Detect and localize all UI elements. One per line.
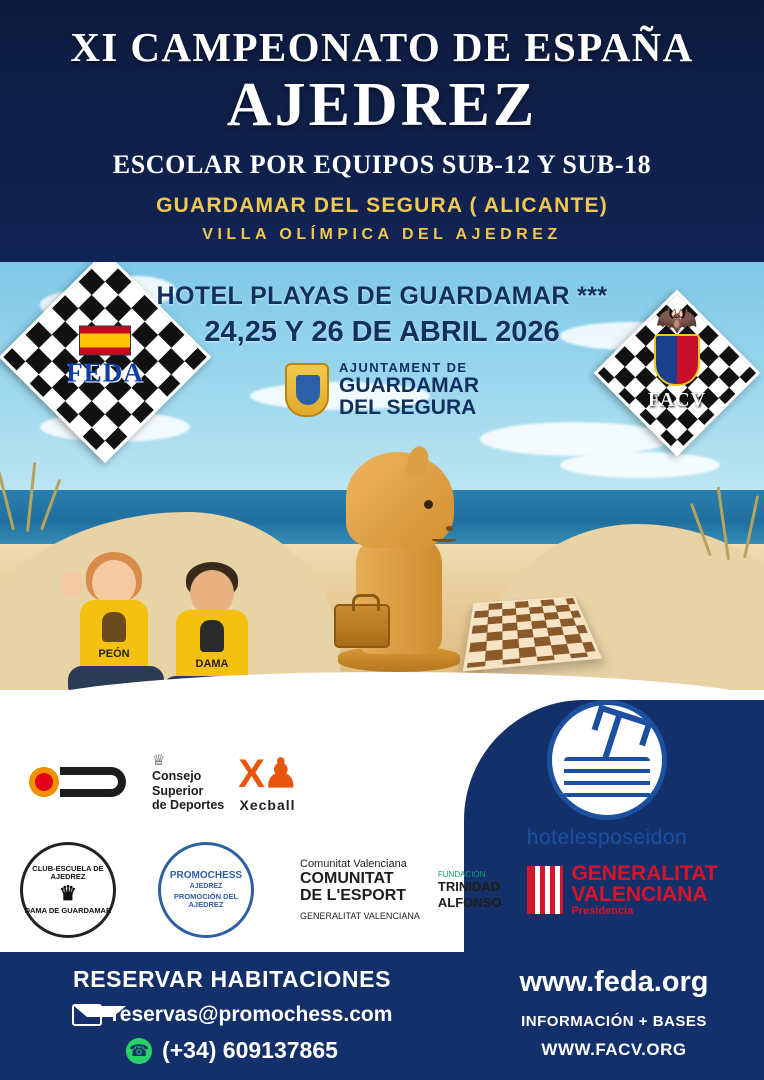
venue-text: HOTEL PLAYAS DE GUARDAMAR *** — [156, 282, 608, 310]
csd-line-1: Consejo — [152, 769, 202, 784]
sponsors-row-2 — [20, 840, 744, 940]
csd-swoosh-icon — [60, 767, 126, 797]
city-hall-name-2: DEL SEGURA — [339, 396, 477, 420]
xecball-mark-icon: X♟ — [238, 752, 297, 796]
footer-reservations — [0, 952, 464, 1080]
gv-text-block — [571, 863, 717, 918]
kid-left-bib — [80, 600, 148, 672]
poseidon-label: hotelesposeidon — [526, 826, 688, 849]
cv-line-2: COMUNITAT — [300, 870, 394, 888]
cv-line-3: DE L'ESPORT — [300, 887, 407, 905]
poster-header — [0, 0, 764, 262]
cv-line-4: GENERALITAT VALENCIANA — [300, 910, 420, 921]
chess-knight-mascot — [330, 442, 470, 672]
cv-line-1: Comunitat Valenciana — [300, 858, 407, 871]
trinidad-line-3: ALFONSO — [437, 894, 502, 910]
senyera-icon — [527, 866, 563, 914]
page-title: XI CAMPEONATO DE ESPAÑA — [70, 24, 694, 70]
subtitle-category: ESCOLAR POR EQUIPOS SUB-12 Y SUB-18 — [112, 150, 652, 180]
kid-left-bib-label: PEÓN — [98, 648, 130, 660]
pawn-icon — [102, 612, 126, 642]
promochess-line-1: PROMOCHESS — [169, 870, 243, 882]
briefcase-icon — [334, 604, 390, 648]
facv-label: FACV — [647, 389, 707, 411]
comunitat-valenciana-logo — [300, 858, 420, 922]
email-row[interactable] — [0, 1003, 464, 1027]
sponsors-row-1 — [26, 742, 386, 822]
trinidad-line-2: TRINIDAD — [437, 879, 500, 895]
city-hall-text — [339, 360, 479, 419]
city-hall-name-1: GUARDAMAR — [339, 374, 479, 397]
knight-mouth — [432, 536, 456, 542]
phone-text[interactable]: (+34) 609137865 — [162, 1037, 338, 1063]
email-text[interactable]: reservas@promochess.com — [111, 1003, 393, 1026]
dama-line-2: DAMA DE GUARDAMAR — [24, 906, 112, 916]
xecball-label: Xecball — [239, 797, 296, 813]
dama-line-1: CLUB-ESCUELA DE AJEDREZ — [32, 863, 104, 881]
mail-icon — [72, 1004, 102, 1026]
cloud-icon — [480, 422, 670, 456]
promochess-logo — [158, 842, 254, 938]
dates-text: 24,25 Y 26 DE ABRIL 2026 — [204, 316, 560, 348]
footer-info — [464, 952, 764, 1080]
cloud-icon — [560, 452, 720, 478]
queen-icon — [200, 620, 224, 652]
gv-line-1: GENERALITAT — [571, 861, 718, 885]
csd-mark-icon — [26, 765, 132, 799]
generalitat-valenciana-logo — [527, 863, 717, 918]
gv-line-3: Presidencia — [571, 905, 634, 918]
xecball-logo — [238, 751, 297, 813]
knight-nostril — [446, 526, 453, 531]
poseidon-circle-icon — [547, 700, 667, 820]
knight-ear — [405, 444, 431, 478]
knight-head — [346, 452, 454, 548]
kid-right-bib — [176, 610, 248, 682]
dama-de-guardamar-logo — [20, 842, 116, 938]
whatsapp-icon: ☎ — [126, 1038, 152, 1064]
kid-right-bib-label: DAMA — [195, 658, 229, 670]
fundacion-trinidad-alfonso-logo — [438, 870, 502, 911]
trinidad-line-1: FUNDACIÓN — [437, 869, 486, 879]
tagline-text: VILLA OLÍMPICA DEL AJEDREZ — [202, 226, 562, 244]
consejo-superior-deportes-logo — [152, 751, 224, 812]
reservar-title: RESERVAR HABITACIONES — [72, 966, 392, 992]
guardamar-crest-icon — [285, 363, 329, 417]
city-hall-logo — [0, 357, 764, 420]
waves-icon — [564, 757, 650, 801]
queen-piece-icon: ♛ — [59, 883, 77, 906]
hoteles-poseidon-logo — [514, 700, 700, 850]
beach-scene — [0, 262, 764, 720]
facv-url-link[interactable]: WWW.FACV.ORG — [541, 1040, 687, 1059]
promochess-line-3: PROMOCIÓN DEL AJEDREZ — [173, 892, 239, 910]
location-text: GUARDAMAR DEL SEGURA ( ALICANTE) — [156, 194, 608, 218]
feda-label: FEDA — [66, 357, 144, 388]
csd-line-3: de Deportes — [152, 798, 225, 813]
title-ajedrez: AJEDREZ — [226, 71, 538, 140]
bat-crest-icon: 🦇 — [655, 301, 699, 339]
phone-row[interactable] — [0, 1037, 464, 1064]
knight-eye — [424, 500, 433, 509]
csd-line-2: Superior — [152, 783, 204, 798]
info-bases-text: INFORMACIÓN + BASES — [521, 1013, 707, 1030]
city-hall-prefix: AJUNTAMENT DE — [339, 360, 468, 375]
promochess-line-2: AJEDREZ — [189, 883, 223, 891]
gv-line-2: VALENCIANA — [571, 883, 708, 906]
csd-logo — [26, 765, 138, 799]
kid-left-hand — [62, 572, 82, 596]
feda-url-link[interactable]: www.feda.org — [519, 966, 709, 998]
crown-icon: ♕ — [152, 752, 166, 770]
